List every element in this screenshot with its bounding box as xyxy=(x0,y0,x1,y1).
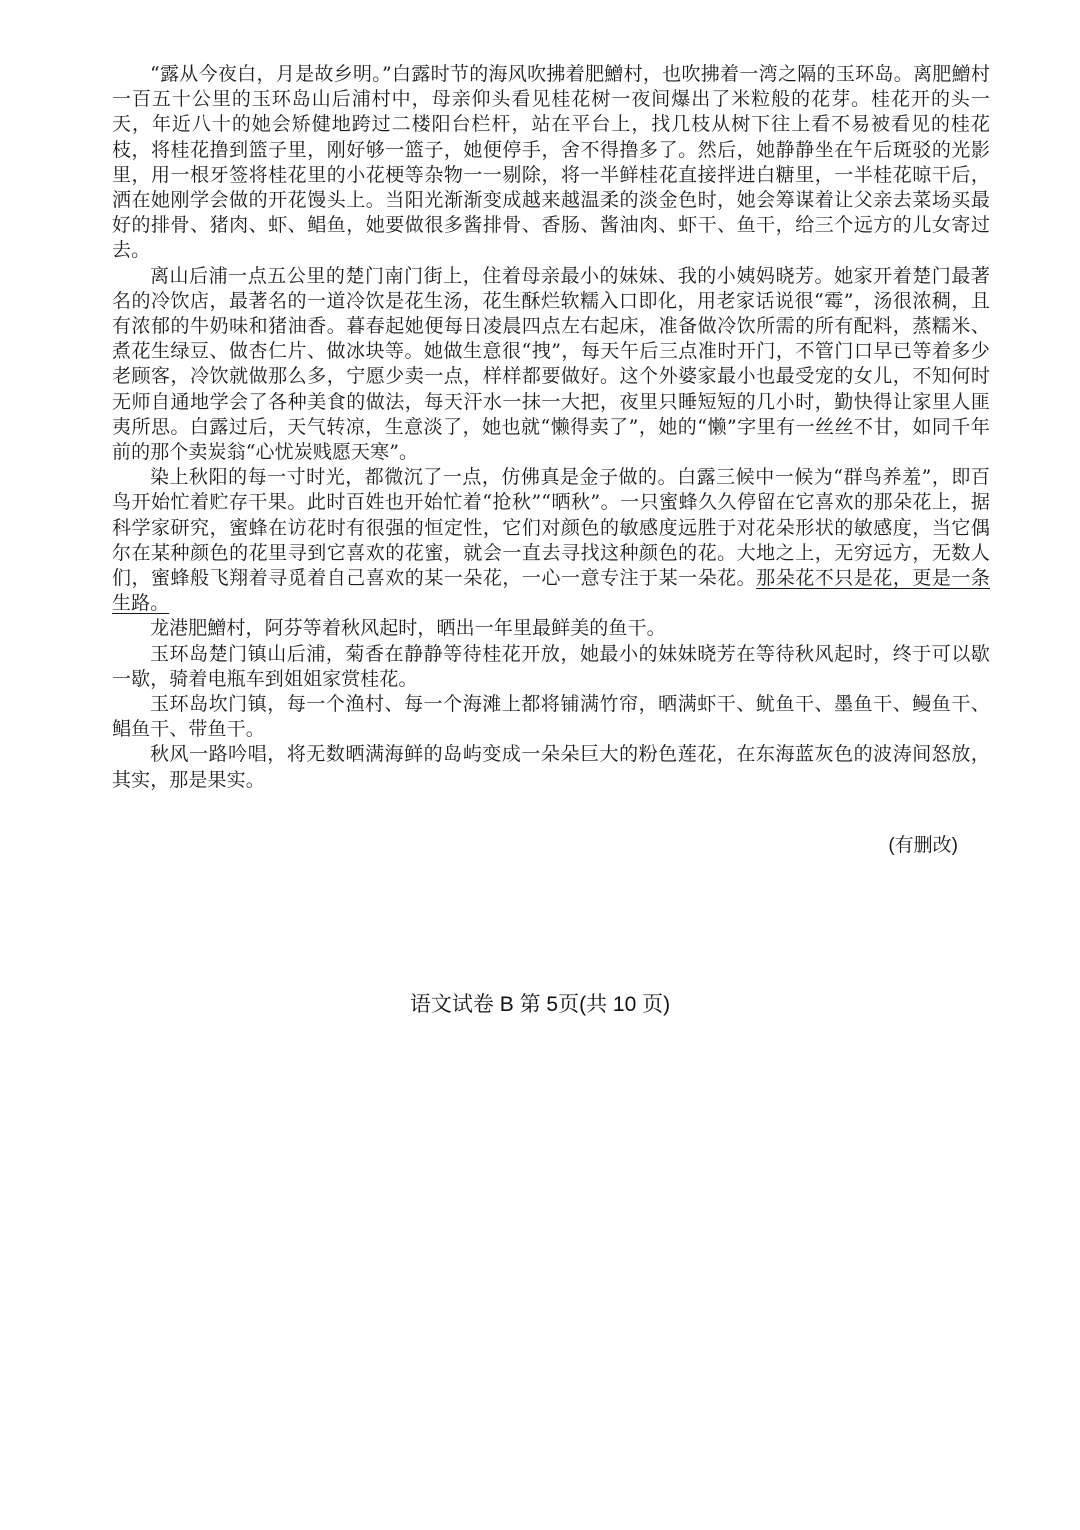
article-body xyxy=(112,62,990,793)
paragraph-1: “露从今夜白，月是故乡明。”白露时节的海风吹拂着肥鱛村，也吹拂着一湾之隔的玉环岛。离肥鱛村一百五十公里的玉环岛山后浦村中，母亲仰头看见桂花树一夜间爆出了米粒般的花芽。桂花开的头一天，年近八十的她会矫健地跨过二楼阳台栏杆，站在平台上，找几枝从树下往上看不易被看见的桂花枝，将桂花撸到篮子里，刚好够一篮子，她便停手，舍不得撸多了。然后，她静静坐在午后斑驳的光影里，用一根牙签将桂花里的小花梗等杂物一一剔除，将一半鲜桂花直接拌进白糖里，一半桂花晾干后，洒在她刚学会做的开花馒头上。当阳光渐渐变成越来越温柔的淡金色时，她会筹谋着让父亲去菜场买最好的排骨、猪肉、虾、鲳鱼，她要做很多酱排骨、香肠、酱油肉、虾干、鱼干，给三个远方的儿女寄过去。 xyxy=(112,63,990,262)
paragraph-4: 龙港肥鱛村，阿芬等着秋风起时，晒出一年里最鲜美的鱼干。 xyxy=(150,617,666,640)
paragraph-7: 秋风一路吟唱，将无数晒满海鲜的岛屿变成一朵朵巨大的粉色莲花，在东海蓝灰色的波涛间怒放，其实，那是果实。 xyxy=(112,743,990,791)
paragraph-3 xyxy=(112,465,990,616)
paragraph-6: 玉环岛坎门镇，每一个渔村、每一个海滩上都将铺满竹帘，晒满虾干、鱿鱼干、墨鱼干、鳗鱼干、鲳鱼干、带鱼干。 xyxy=(112,693,990,741)
paragraph-5: 玉环岛楚门镇山后浦，菊香在静静等待桂花开放，她最小的妹妹晓芳在等待秋风起时，终于可以歇一歇，骑着电瓶车到姐姐家赏桂花。 xyxy=(112,642,990,690)
paragraph-3-text: 染上秋阳的每一寸时光，都微沉了一点，仿佛真是金子做的。白露三候中一候为“群鸟养羞”，即百鸟开始忙着贮存干果。此时百姓也开始忙着“抢秋”“晒秋”。一只蜜蜂久久停留在它喜欢的那朵花上，据科学家研究，蜜蜂在访花时有很强的恒定性，它们对颜色的敏感度远胜于对花朵形状的敏感度，当它偶尔在某种颜色的花里寻到它喜欢的花蜜，就会一直去寻找这种颜色的花。大地之上，无穷远方，无数人们，蜜蜂般飞翔着寻觅着自己喜欢的某一朵花，一心一意专注于某一朵花。 xyxy=(112,466,990,590)
paragraph-2: 离山后浦一点五公里的楚门南门街上，住着母亲最小的妹妹、我的小姨妈晓芳。她家开着楚门最著名的冷饮店，最著名的一道冷饮是花生汤，花生酥烂软糯入口即化，用老家话说很“霉”，汤很浓稠，且有浓郁的牛奶味和猪油香。暮春起她便每日凌晨四点左右起床，准备做冷饮所需的所有配料，蒸糯米、煮花生绿豆、做杏仁片、做冰块等。她做生意很“拽”，每天午后三点准时开门，不管门口早已等着多少老顾客，冷饮就做那么多，宁愿少卖一点，样样都要做好。这个外婆家最小也最受宠的女儿，不知何时无师自通地学会了各种美食的做法，每天汗水一抹一大把，夜里只睡短短的几小时，勤快得让家里人匪夷所思。白露过后，天气转凉，生意淡了，她也就“懒得卖了”，她的“懒”字里有一丝丝不甘，如同千年前的那个卖炭翁“心忧炭贱愿天寒”。 xyxy=(112,264,990,464)
underlined-sentence: 那朵花不只是花，更是一条生路。 xyxy=(112,567,990,615)
source-note: (有删改) xyxy=(888,835,958,856)
page-footer: 语文试卷 B 第 5页(共 10 页) xyxy=(409,993,671,1016)
